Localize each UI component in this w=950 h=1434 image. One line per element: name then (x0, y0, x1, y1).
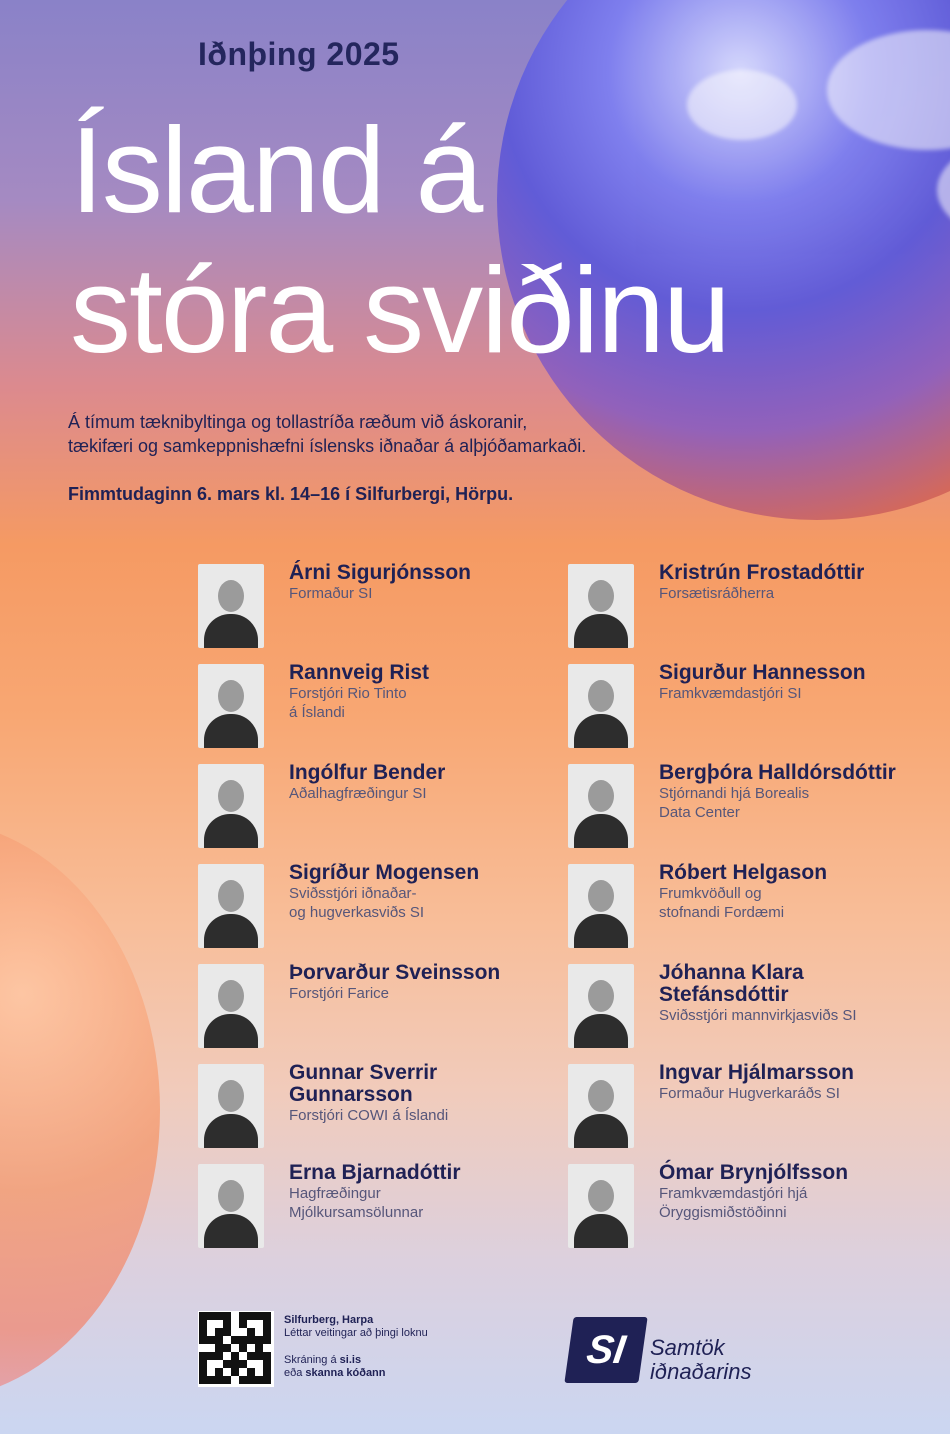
speaker-name: Þorvarður Sveinsson (289, 961, 501, 984)
page-title (70, 100, 729, 380)
small-globe-image (0, 820, 160, 1400)
speaker-name: Jóhanna Klara Stefánsdóttir (659, 961, 804, 1006)
speaker-role: Stjórnandi hjá Borealis Data Center (659, 785, 810, 821)
speaker-role: Formaður SI (289, 585, 373, 602)
speaker-right-0 (568, 561, 908, 648)
speaker-photo (568, 964, 634, 1048)
speaker-role: Forsætisráðherra (659, 585, 775, 602)
speaker-left-2 (198, 761, 538, 848)
speaker-role: Sviðsstjóri mannvirkjasviðs SI (659, 1007, 857, 1024)
speaker-left-1 (198, 661, 538, 748)
venue-label: Silfurberg, Harpa (284, 1314, 374, 1326)
si-logo-text: Samtök iðnaðarins (650, 1335, 752, 1384)
speaker-right-4 (568, 961, 908, 1048)
speaker-role: Frumkvöðull og stofnandi Fordæmi (659, 885, 785, 921)
speaker-photo (568, 764, 634, 848)
speaker-left-3 (198, 861, 538, 948)
si-logo-mark: SI (564, 1317, 647, 1383)
event-eyebrow: Iðnþing 2025 (198, 36, 400, 72)
speaker-name: Bergþóra Halldórsdóttir (659, 761, 896, 784)
speaker-right-5 (568, 1061, 908, 1148)
speaker-role: Hagfræðingur Mjólkursamsölunnar (289, 1185, 424, 1221)
speaker-photo (568, 864, 634, 948)
event-info (284, 1314, 428, 1380)
speaker-role: Aðalhagfræðingur SI (289, 785, 427, 802)
speaker-right-3 (568, 861, 908, 948)
intro-line-2: tækifæri og samkeppnishæfni íslensks iðnaðar á alþjóðamarkaði. (68, 436, 587, 456)
speaker-name: Kristrún Frostadóttir (659, 561, 865, 584)
speaker-role: Forstjóri Rio Tinto á Íslandi (289, 685, 407, 721)
speaker-right-6 (568, 1161, 908, 1248)
intro-line-1: Á tímum tæknibyltinga og tollastríða ræðum við áskoranir, (68, 412, 528, 432)
speaker-photo (198, 864, 264, 948)
speaker-name: Gunnar Sverrir Gunnarsson (289, 1061, 438, 1106)
speaker-role: Formaður Hugverkaráðs SI (659, 1085, 840, 1102)
speaker-left-0 (198, 561, 538, 648)
intro-text (68, 410, 768, 458)
speaker-name: Ómar Brynjólfsson (659, 1161, 849, 1184)
speaker-photo (568, 664, 634, 748)
speaker-name: Árni Sigurjónsson (289, 561, 472, 584)
speaker-role: Framkvæmdastjóri hjá Öryggismiðstöðinni (659, 1185, 808, 1221)
speaker-name: Rannveig Rist (289, 661, 430, 684)
speaker-photo (198, 1064, 264, 1148)
speaker-photo (198, 1164, 264, 1248)
speaker-name: Róbert Helgason (659, 861, 828, 884)
refreshments-label: Léttar veitingar að þingi loknu (284, 1327, 428, 1339)
speaker-name: Erna Bjarnadóttir (289, 1161, 461, 1184)
speaker-role: Sviðsstjóri iðnaðar- og hugverkasviðs SI (289, 885, 425, 921)
speaker-photo (198, 764, 264, 848)
speaker-photo (198, 664, 264, 748)
speaker-name: Sigurður Hannesson (659, 661, 866, 684)
speaker-photo (198, 964, 264, 1048)
speaker-name: Sigríður Mogensen (289, 861, 480, 884)
speaker-right-1 (568, 661, 908, 748)
speaker-left-5 (198, 1061, 538, 1148)
speaker-role: Framkvæmdastjóri SI (659, 685, 802, 702)
speaker-name: Ingólfur Bender (289, 761, 446, 784)
speaker-photo (568, 564, 634, 648)
speaker-photo (568, 1164, 634, 1248)
speaker-role: Forstjóri COWI á Íslandi (289, 1107, 449, 1124)
event-date: Fimmtudaginn 6. mars kl. 14–16 í Silfurbergi, Hörpu. (68, 484, 514, 504)
speaker-role: Forstjóri Farice (289, 985, 390, 1002)
qr-code[interactable] (198, 1311, 274, 1387)
speaker-right-2 (568, 761, 908, 848)
signup-text: Skráning á si.is eða skanna kóðann (284, 1354, 386, 1379)
speaker-left-4 (198, 961, 538, 1048)
signup-site-link[interactable]: si.is (339, 1354, 362, 1366)
title-line-1: Ísland á (70, 102, 482, 238)
title-line-2: stóra sviðinu (70, 242, 729, 378)
speaker-photo (198, 564, 264, 648)
speaker-photo (568, 1064, 634, 1148)
speaker-name: Ingvar Hjálmarsson (659, 1061, 854, 1084)
speaker-left-6 (198, 1161, 538, 1248)
